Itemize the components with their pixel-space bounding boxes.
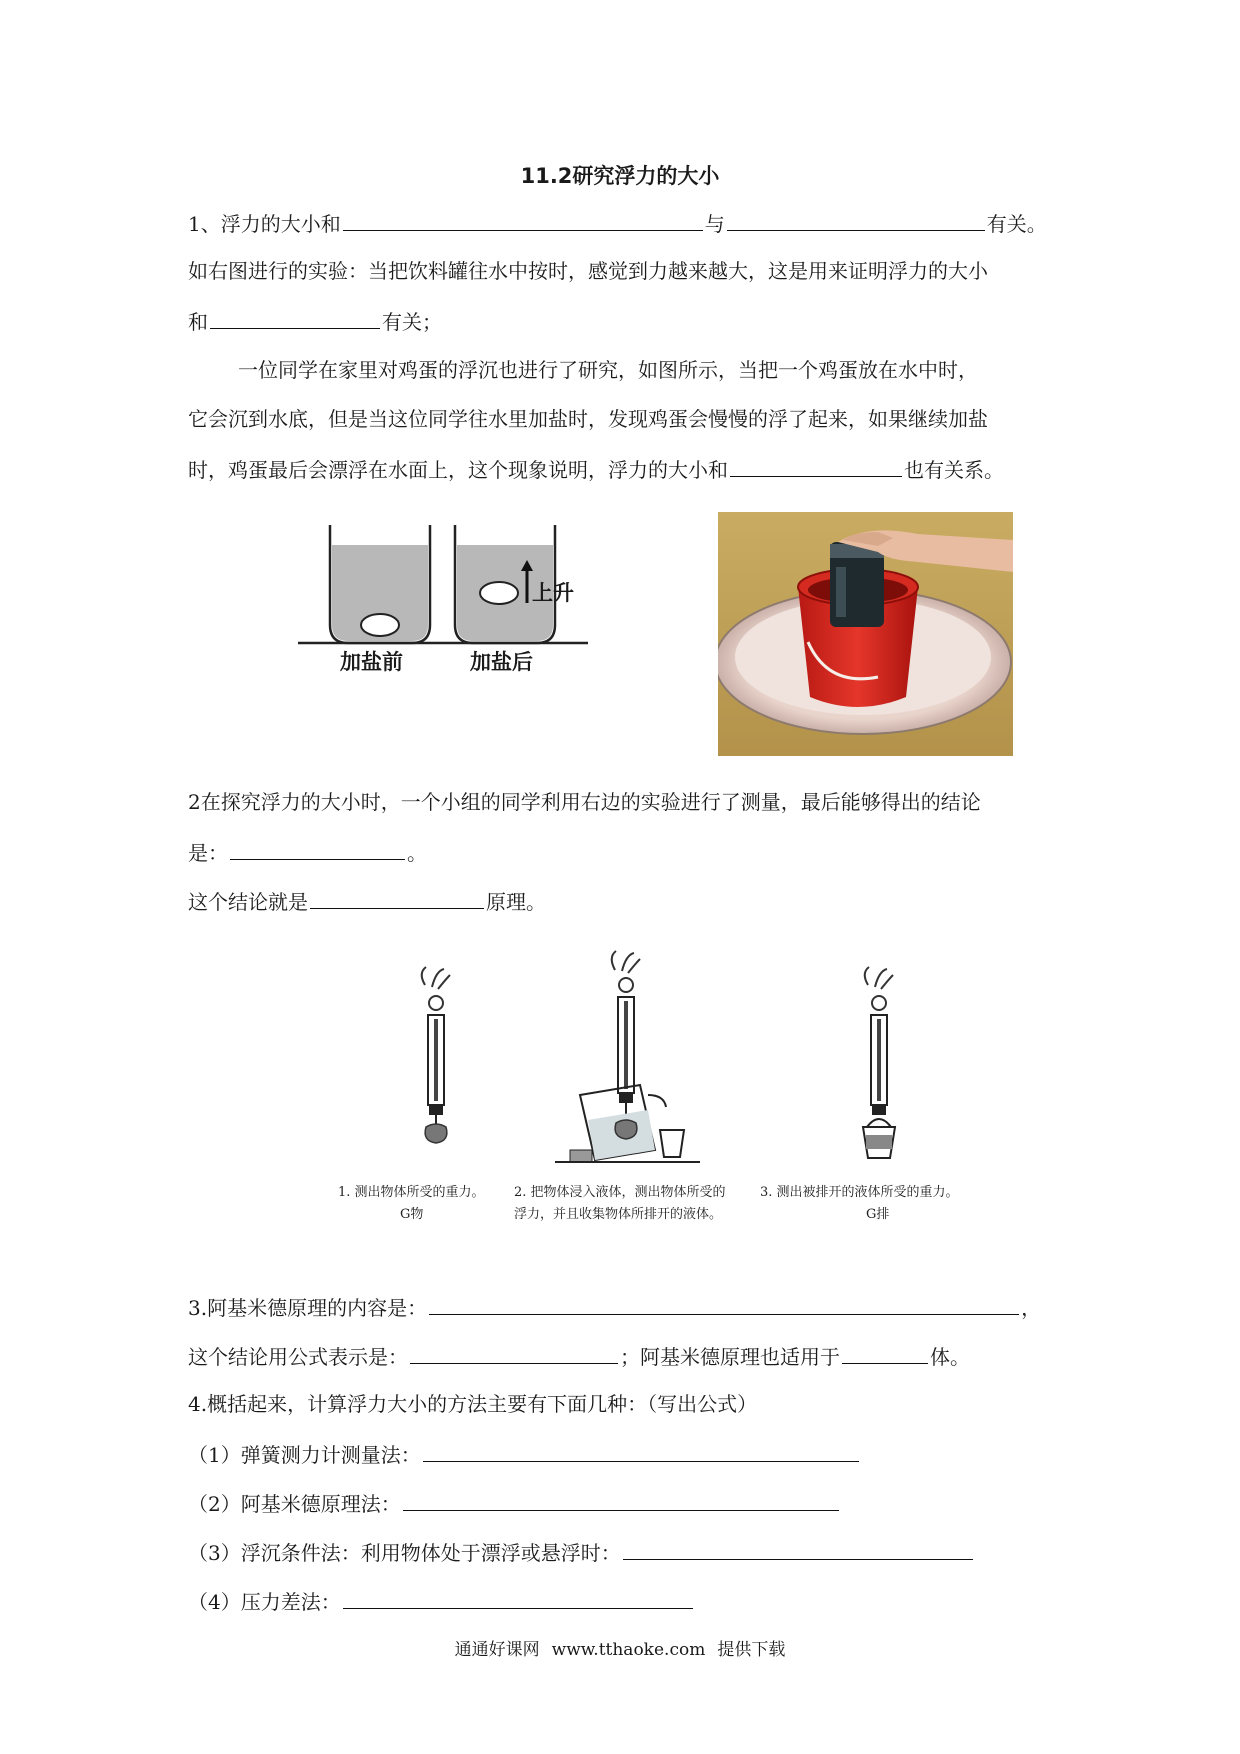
q1-line1 [188,208,1047,238]
q4-method3 [188,1537,975,1567]
page-footer [0,1635,1240,1660]
q3-line1-text-b: ， [1021,1296,1042,1320]
q4-method2-label: （2）阿基米德原理法： [188,1492,401,1516]
q2-line3-text-b: 原理。 [486,890,546,914]
q4-method3-label: （3）浮沉条件法：利用物体处于漂浮或悬浮时： [188,1541,621,1565]
q2-line3 [188,886,546,916]
label-before-salt: 加盐前 [340,650,403,674]
caption-step2 [514,1182,726,1226]
caption-step3 [760,1182,959,1226]
caption-step1 [338,1182,485,1226]
q4-blank-3[interactable] [623,1537,973,1560]
egg-floating [480,582,518,604]
q3-blank-2[interactable] [410,1341,618,1364]
q2-blank-1[interactable] [230,837,405,860]
q1-para-line2: 它会沉到水底，但是当这位同学往水里加盐时，发现鸡蛋会慢慢的浮了起来，如果继续加盐 [188,407,988,431]
q3-line2-text-c: 体。 [930,1345,970,1369]
footer-url[interactable]: www.tthaoke.com [551,1640,706,1660]
page-title: 11.2研究浮力的大小 [520,164,720,188]
q4-intro: 4.概括起来，计算浮力大小的方法主要有下面几种：（写出公式） [188,1392,758,1416]
caption-step2-line2: 浮力，并且收集物体所排开的液体。 [514,1207,723,1222]
q1-para-text-a: 时，鸡蛋最后会漂浮在水面上，这个现象说明，浮力的大小和 [188,458,728,482]
q3-blank-1[interactable] [429,1292,1019,1315]
q4-blank-1[interactable] [423,1439,859,1462]
q1-blank-3[interactable] [210,306,380,329]
label-after-salt: 加盐后 [470,650,533,674]
footer-suffix: 提供下载 [717,1640,786,1660]
caption-step1-line2: G物 [400,1207,424,1222]
caption-step3-line2: G排 [866,1207,890,1222]
q4-method1-label: （1）弹簧测力计测量法： [188,1443,421,1467]
q2-line2-text-b: 。 [407,841,427,865]
q1-text-b: 与 [704,212,725,236]
q1-para-line1: 一位同学在家里对鸡蛋的浮沉也进行了研究，如图所示，当把一个鸡蛋放在水中时， [238,358,978,382]
q2-line3-text-a: 这个结论就是 [188,890,308,914]
q2-blank-2[interactable] [310,886,484,909]
caption-step1-line1: 1. 测出物体所受的重力。 [338,1185,485,1200]
caption-step2-line1: 2. 把物体浸入液体，测出物体所受的 [514,1185,726,1200]
q1-text-a: 1、浮力的大小和 [188,212,341,236]
q4-method1 [188,1439,861,1469]
footer-site-name: 通通好课网 [454,1640,540,1660]
q1-line3-text-a: 和 [188,310,208,334]
egg-sunk [361,614,399,636]
spring-scale-diagram [330,945,990,1165]
q4-blank-4[interactable] [343,1586,693,1609]
q3-line1 [188,1292,1041,1322]
q3-line2-text-b: ；阿基米德原理也适用于 [620,1345,840,1369]
spring-scale-1 [422,967,450,1143]
q3-blank-3[interactable] [842,1341,928,1364]
q2-line2-text-a: 是： [188,841,228,865]
label-rise: 上升 [532,581,574,605]
q2-line1: 2在探究浮力的大小时，一个小组的同学利用右边的实验进行了测量，最后能够得出的结论 [188,790,981,814]
q1-blank-4[interactable] [730,454,902,477]
q4-method4 [188,1586,695,1616]
q1-blank-2[interactable] [727,208,985,231]
spring-scale-2 [555,951,700,1162]
q4-method4-label: （4）压力差法： [188,1590,341,1614]
q2-line2 [188,837,427,867]
q1-blank-1[interactable] [343,208,703,231]
q3-line2 [188,1341,970,1371]
q3-line2-text-a: 这个结论用公式表示是： [188,1345,408,1369]
q3-line1-text-a: 3.阿基米德原理的内容是： [188,1296,428,1320]
caption-step3-line1: 3. 测出被排开的液体所受的重力。 [760,1185,959,1200]
q1-para-text-b: 也有关系。 [904,458,1004,482]
q1-line3-text-b: 有关； [382,310,442,334]
can-in-bucket-photo [718,512,1013,756]
q4-method2 [188,1488,841,1518]
q1-para-line3 [188,454,1004,484]
q1-line3 [188,306,442,336]
q1-text-c: 有关。 [986,212,1047,236]
q1-line2: 如右图进行的实验：当把饮料罐往水中按时，感觉到力越来越大，这是用来证明浮力的大小 [188,259,988,283]
q4-blank-2[interactable] [403,1488,839,1511]
spring-scale-3 [863,967,895,1158]
